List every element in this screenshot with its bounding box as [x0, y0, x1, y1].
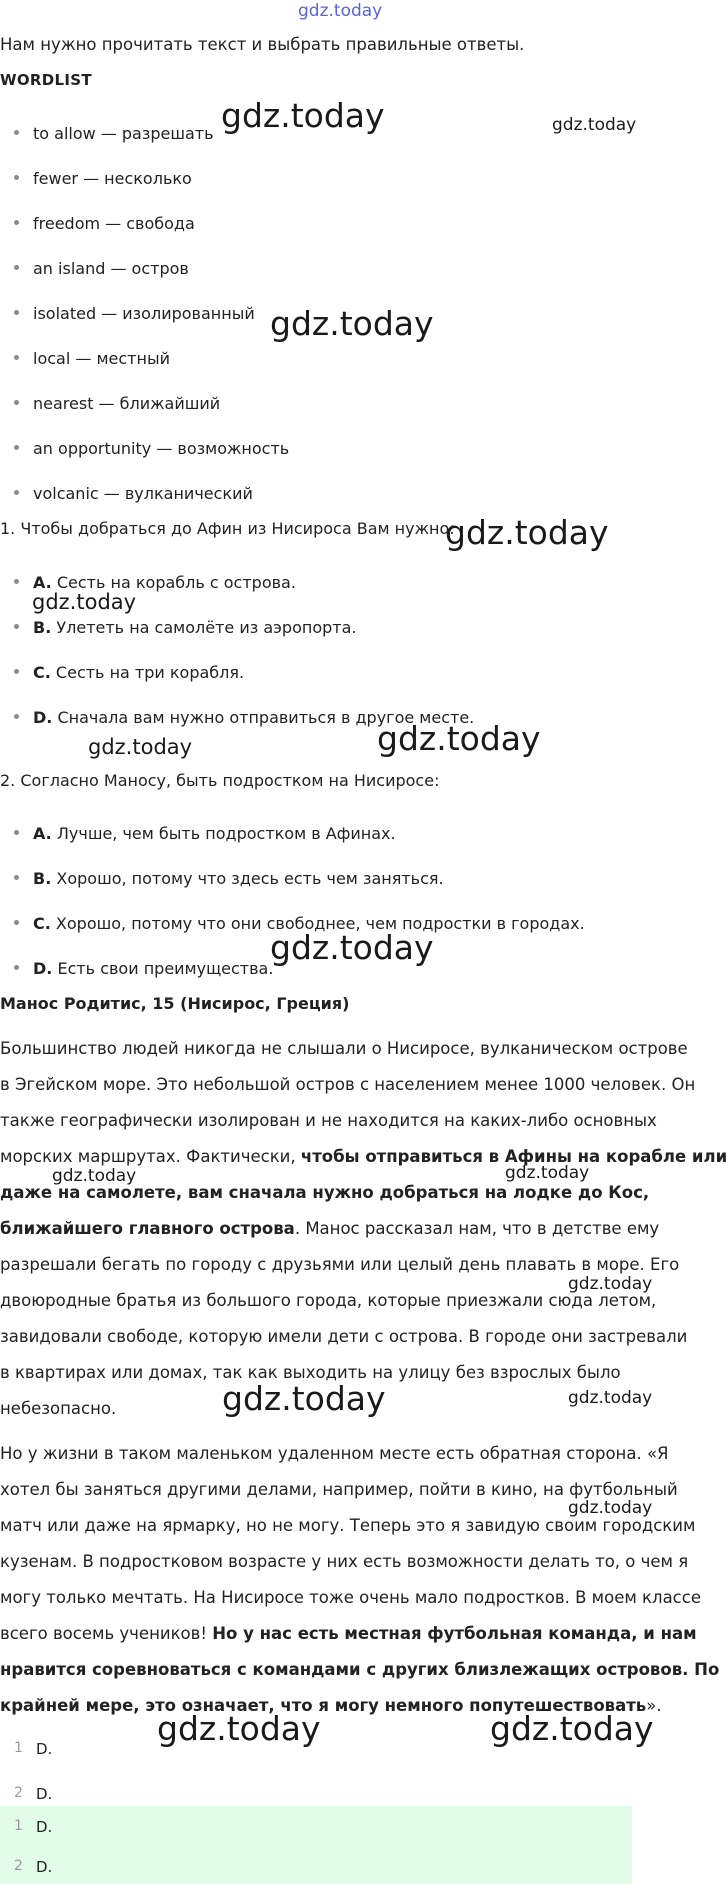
- correct-answer-row: 2 D.: [0, 1850, 632, 1884]
- watermark: gdz.today: [568, 1498, 653, 1518]
- question-1-option-a: A. Сесть на корабль с острова.: [14, 573, 296, 592]
- wordlist-item: an opportunity — возможность: [14, 439, 289, 458]
- question-1-option-d: D. Сначала вам нужно отправиться в другое месте.: [14, 708, 474, 727]
- watermark: gdz.today: [490, 1709, 654, 1748]
- question-2-option-b: B. Хорошо, потому что здесь есть чем заняться.: [14, 869, 444, 888]
- article-heading: Манос Родитис, 15 (Нисирос, Греция): [0, 994, 350, 1013]
- wordlist-item: fewer — несколько: [14, 169, 192, 188]
- correct-answer-row: 1 D.: [0, 1806, 632, 1850]
- watermark: gdz.today: [88, 735, 193, 759]
- wordlist-item: to allow — разрешать: [14, 124, 214, 143]
- wordlist-item: nearest — ближайший: [14, 394, 220, 413]
- question-1-option-b: B. Улететь на самолёте из аэропорта.: [14, 618, 356, 637]
- wordlist-item: freedom — свобода: [14, 214, 195, 233]
- watermark: gdz.today: [221, 96, 385, 135]
- watermark: gdz.today: [32, 590, 137, 614]
- watermark: gdz.today: [270, 304, 434, 343]
- watermark: gdz.today: [445, 513, 609, 552]
- watermark: gdz.today: [505, 1163, 590, 1183]
- answer-row: 2 D.: [14, 1785, 53, 1803]
- wordlist-item: an island — остров: [14, 259, 189, 278]
- watermark: gdz.today: [552, 115, 637, 135]
- watermark: gdz.today: [52, 1166, 137, 1186]
- watermark: gdz.today: [568, 1388, 653, 1408]
- wordlist-heading: WORDLIST: [0, 71, 92, 89]
- answer-row: 1 D.: [14, 1740, 53, 1758]
- watermark: gdz.today: [222, 1379, 386, 1418]
- question-1-title: 1. Чтобы добраться до Афин из Нисироса Вам нужно:: [0, 519, 455, 538]
- wordlist-item: volcanic — вулканический: [14, 484, 253, 503]
- question-1-option-c: C. Сесть на три корабля.: [14, 663, 244, 682]
- watermark: gdz.today: [377, 719, 541, 758]
- watermark: gdz.today: [270, 928, 434, 967]
- intro-text: Нам нужно прочитать текст и выбрать правильные ответы.: [0, 35, 525, 54]
- wordlist-item: isolated — изолированный: [14, 304, 255, 323]
- question-2-option-d: D. Есть свои преимущества.: [14, 959, 273, 978]
- question-2-option-c: C. Хорошо, потому что они свободнее, чем подростки в городах.: [14, 914, 585, 933]
- watermark: gdz.today: [157, 1709, 321, 1748]
- wordlist-item: local — местный: [14, 349, 170, 368]
- watermark-top: gdz.today: [298, 1, 383, 21]
- question-2-title: 2. Согласно Маносу, быть подростком на Нисиросе:: [0, 771, 440, 790]
- watermark: gdz.today: [568, 1274, 653, 1294]
- question-2-option-a: A. Лучше, чем быть подростком в Афинах.: [14, 824, 396, 843]
